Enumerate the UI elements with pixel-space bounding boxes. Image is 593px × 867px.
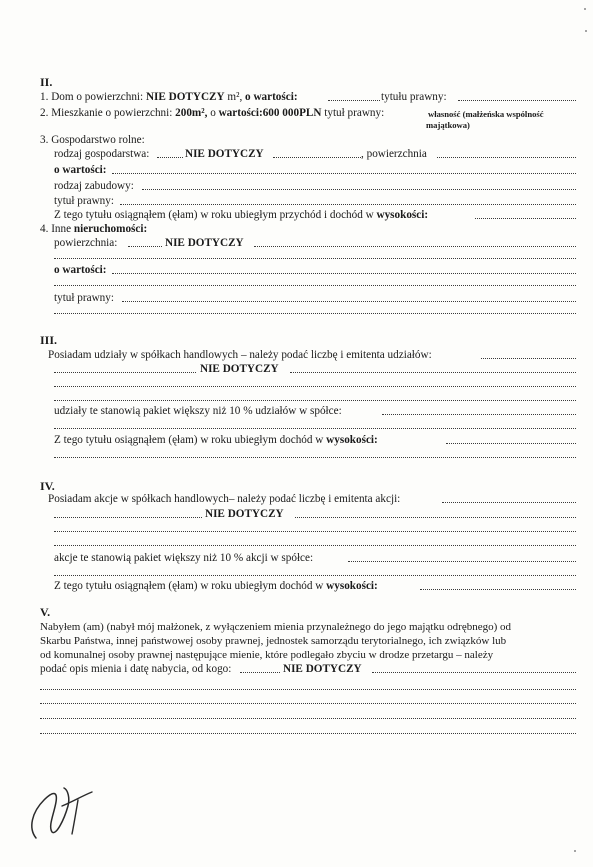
- dom-wartosci-label: o wartości:: [245, 91, 298, 103]
- inne-wartosci-dots: [112, 273, 576, 274]
- mieszkanie-line: [40, 107, 384, 120]
- gospodarstwo-powierzchnia-label: , powierzchnia: [361, 148, 427, 160]
- akcje-value-dots-1: [54, 517, 202, 518]
- gospodarstwo-wartosci-label: o wartości:: [54, 164, 107, 176]
- mienie-line-3: od komunalnej osoby prawnej następujące mienie, które podlegało zbyciu w drodze przetargu – należy: [40, 649, 494, 661]
- udzialy-pakiet-dots: [382, 414, 576, 415]
- gospodarstwo-tytul-dots: [120, 204, 576, 205]
- inne-blank-dots-3: [54, 313, 576, 314]
- gospodarstwo-rodzaj-label: rodzaj gospodarstwa:: [54, 148, 150, 160]
- udzialy-wysokosci-label: wysokości:: [326, 434, 378, 446]
- inne-powierzchnia-dots-1: [128, 246, 162, 247]
- dom-unit: m²,: [227, 91, 243, 103]
- inne-powierzchnia-label: powierzchnia:: [54, 237, 118, 249]
- inne-heading-bold: nieruchomości:: [73, 223, 148, 235]
- mienie-value: NIE DOTYCZY: [283, 663, 362, 675]
- scan-speck: [584, 8, 586, 10]
- mieszkanie-tytul-value-2: majątkowa): [426, 120, 470, 130]
- akcje-pakiet-label: akcje te stanowią pakiet większy niż 10 % akcji w spółce:: [54, 552, 314, 564]
- mieszkanie-tytul-label: tytuł prawny:: [324, 107, 385, 119]
- udzialy-blank-dots-1: [54, 386, 576, 387]
- mieszkanie-value: wartości:600 000PLN: [218, 107, 322, 119]
- mienie-blank-dots-3: [40, 718, 576, 719]
- gospodarstwo-rodzaj-value: NIE DOTYCZY: [185, 148, 264, 160]
- gospodarstwo-wysokosci-label: wysokości:: [376, 209, 429, 221]
- akcje-wysokosci-label: wysokości:: [326, 580, 378, 592]
- gospodarstwo-heading: 3. Gospodarstwo rolne:: [40, 134, 145, 146]
- section-ii-heading: II.: [40, 75, 53, 89]
- mienie-blank-dots-1: [40, 689, 576, 690]
- udzialy-blank-dots-3: [54, 428, 576, 429]
- mienie-value-dots-2: [372, 672, 576, 673]
- dom-tytul-dots: [458, 100, 576, 101]
- udzialy-value-dots-2: [290, 372, 576, 373]
- mieszkanie-o: o: [210, 107, 216, 119]
- section-v-heading: V.: [40, 605, 51, 619]
- inne-blank-dots-2: [54, 285, 576, 286]
- gospodarstwo-dochod-line: [54, 209, 428, 222]
- mieszkanie-tytul-value-1: własność (małżeńska wspólność: [428, 109, 544, 119]
- akcje-value: NIE DOTYCZY: [205, 508, 284, 520]
- udzialy-blank-dots-2: [54, 400, 576, 401]
- inne-heading-prefix: 4. Inne: [40, 223, 72, 235]
- udzialy-dochod-label: Z tego tytułu osiągnąłem (ęłam) w roku ubiegłym dochód w: [54, 434, 324, 446]
- scan-speck: [574, 850, 576, 852]
- mienie-value-dots-1: [240, 672, 280, 673]
- akcje-dochod-dots: [420, 589, 576, 590]
- inne-value: NIE DOTYCZY: [165, 237, 244, 249]
- akcje-value-dots-2: [295, 517, 576, 518]
- dom-label: 1. Dom o powierzchni:: [40, 91, 144, 103]
- akcje-line: Posiadam akcje w spółkach handlowych– należy podać liczbę i emitenta akcji:: [48, 493, 401, 505]
- mieszkanie-label: 2. Mieszkanie o powierzchni:: [40, 107, 173, 119]
- akcje-pakiet-dots: [348, 561, 576, 562]
- inne-blank-dots-1: [54, 258, 576, 259]
- gospodarstwo-zabudowy-dots: [142, 189, 576, 190]
- section-iii-heading: III.: [40, 333, 58, 347]
- inne-wartosci-label: o wartości:: [54, 264, 107, 276]
- udzialy-dochod-dots: [446, 443, 576, 444]
- mienie-line-4: podać opis mienia i datę nabycia, od kogo:: [40, 663, 232, 675]
- akcje-blank-dots-3: [54, 575, 576, 576]
- akcje-blank-dots-1: [54, 531, 576, 532]
- signature-mark: [22, 772, 102, 842]
- gospodarstwo-zabudowy-label: rodzaj zabudowy:: [54, 180, 134, 192]
- dom-line: [40, 91, 298, 104]
- udzialy-value: NIE DOTYCZY: [200, 363, 279, 375]
- akcje-line-dots: [442, 502, 576, 503]
- udzialy-pakiet-label: udziały te stanowią pakiet większy niż 10 % udziałów w spółce:: [54, 405, 342, 417]
- gospodarstwo-powierzchnia-dots: [437, 157, 576, 158]
- mienie-blank-dots-4: [40, 733, 576, 734]
- mienie-blank-dots-2: [40, 703, 576, 704]
- udzialy-dochod-line: [54, 434, 378, 447]
- gospodarstwo-rodzaj-dots-1: [157, 157, 183, 158]
- inne-powierzchnia-dots-2: [254, 246, 576, 247]
- inne-tytul-dots: [122, 301, 576, 302]
- udzialy-value-dots-1: [54, 372, 196, 373]
- akcje-blank-dots-2: [54, 545, 576, 546]
- dom-value: NIE DOTYCZY: [145, 91, 225, 103]
- mienie-line-2: Skarbu Państwa, innej państwowej osoby prawnej, jednostek samorządu terytorialnego, ich związków lub: [40, 635, 507, 647]
- inne-heading: [40, 223, 147, 236]
- akcje-dochod-label: Z tego tytułu osiągnąłem (ęłam) w roku ubiegłym dochód w: [54, 580, 324, 592]
- section-iv-heading: IV.: [40, 479, 55, 493]
- akcje-dochod-line: [54, 580, 378, 593]
- udzialy-blank-dots-4: [54, 457, 576, 458]
- gospodarstwo-dochod-dots: [475, 218, 576, 219]
- scan-speck: [585, 30, 587, 32]
- dom-tytul-label: tytułu prawny:: [381, 91, 447, 103]
- inne-tytul-label: tytuł prawny:: [54, 292, 114, 304]
- gospodarstwo-dochod-label: Z tego tytułu osiągnąłem (ęłam) w roku ubiegłym przychód i dochód w: [54, 209, 374, 221]
- dom-wartosci-dots: [328, 100, 380, 101]
- gospodarstwo-wartosci-dots: [112, 173, 576, 174]
- udzialy-line: Posiadam udziały w spółkach handlowych – należy podać liczbę i emitenta udziałów:: [48, 349, 432, 361]
- gospodarstwo-tytul-label: tytuł prawny:: [54, 195, 114, 207]
- gospodarstwo-rodzaj-dots-2: [273, 157, 361, 158]
- mieszkanie-area: 200m²,: [175, 107, 208, 119]
- udzialy-line-dots: [481, 358, 576, 359]
- mienie-line-1: Nabyłem (am) (nabył mój małżonek, z wyłączeniem mienia przynależnego do jego majątku odrębnego) od: [40, 621, 511, 633]
